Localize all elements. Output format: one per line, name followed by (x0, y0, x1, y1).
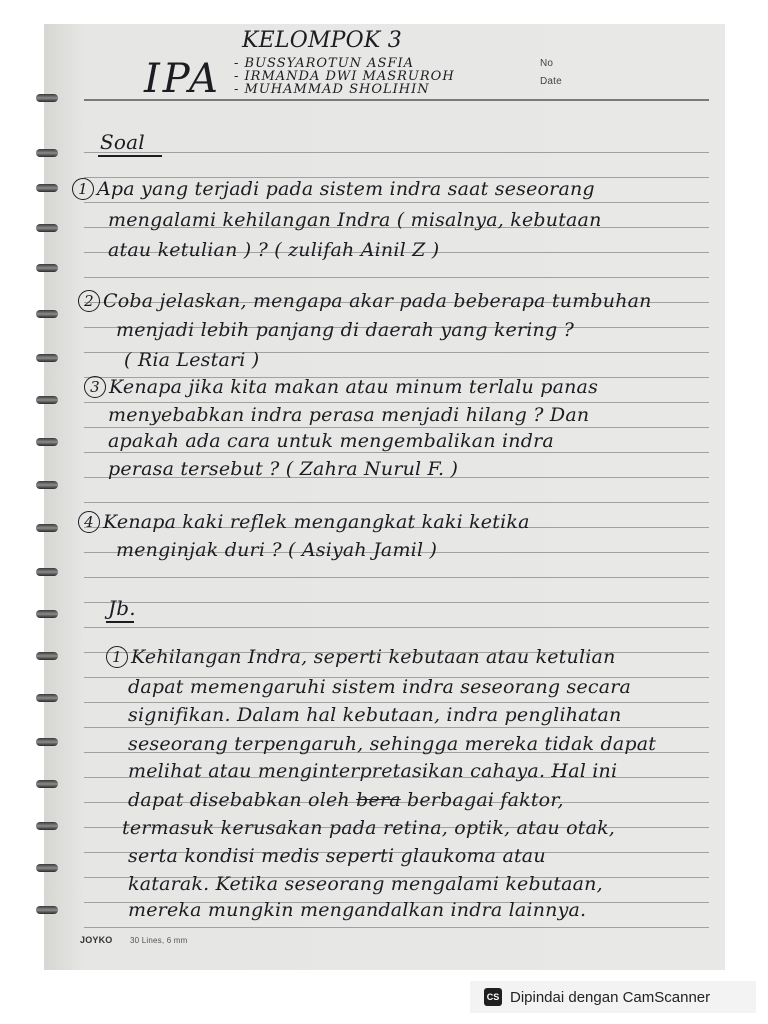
spiral-ring (36, 264, 58, 272)
ruled-line (84, 277, 709, 278)
no-label: No (540, 58, 554, 69)
spiral-ring (36, 652, 58, 660)
spiral-ring (36, 738, 58, 746)
answer-line: seseorang terpengaruh, sehingga mereka tidak dapat (128, 733, 657, 755)
answer-line: mereka mungkin mengandalkan indra lainnya. (128, 899, 587, 921)
ruled-line (84, 502, 709, 503)
spiral-ring (36, 481, 58, 489)
spiral-ring (36, 568, 58, 576)
spiral-ring (36, 864, 58, 872)
answer-line: dapat memengaruhi sistem indra seseorang secara (128, 676, 632, 698)
ruled-line (84, 152, 709, 153)
ruled-line (84, 702, 709, 703)
notebook-page (44, 24, 725, 970)
question-line (78, 511, 530, 533)
spiral-ring (36, 694, 58, 702)
group-title: KELOMPOK 3 (242, 28, 402, 53)
spiral-ring (36, 524, 58, 532)
spiral-ring (36, 149, 58, 157)
question-line: mengalami kehilangan Indra ( misalnya, kebutaan (108, 209, 602, 231)
answer-text: dapat disebabkan oleh (128, 789, 350, 811)
jawab-underline (106, 621, 134, 623)
ruled-line (84, 202, 709, 203)
spiral-ring (36, 310, 58, 318)
paper-spec: 30 Lines, 6 mm (130, 936, 188, 945)
ruled-line (84, 927, 709, 928)
ruled-line (84, 427, 709, 428)
ruled-line (84, 627, 709, 628)
question-line (78, 290, 652, 312)
brand-logo: JOYKO (80, 935, 113, 945)
spiral-ring (36, 438, 58, 446)
question-number: 2 (78, 290, 100, 312)
spiral-ring (36, 224, 58, 232)
question-text: Coba jelaskan, mengapa akar pada beberapa tumbuhan (103, 290, 652, 312)
ruled-line (84, 577, 709, 578)
spiral-ring (36, 94, 58, 102)
ruled-line (84, 452, 709, 453)
answer-number: 1 (106, 646, 128, 668)
answer-line (106, 646, 616, 668)
scanner-text: Dipindai dengan CamScanner (510, 988, 711, 1006)
spiral-ring (36, 354, 58, 362)
answer-line (128, 789, 564, 811)
answer-line: melihat atau menginterpretasikan cahaya. Hal ini (128, 760, 618, 782)
spiral-ring (36, 184, 58, 192)
soal-heading: Soal (100, 130, 145, 154)
question-text: Kenapa kaki reflek mengangkat kaki ketika (103, 511, 530, 533)
spiral-ring (36, 610, 58, 618)
scanner-watermark (470, 981, 756, 1013)
answer-text: Kehilangan Indra, seperti kebutaan atau ketulian (131, 646, 616, 668)
question-line (84, 376, 598, 398)
question-text: Apa yang terjadi pada sistem indra saat seseorang (97, 178, 595, 200)
spiral-ring (36, 822, 58, 830)
question-line: atau ketulian ) ? ( zulifah Ainil Z ) (108, 239, 440, 261)
question-number: 1 (72, 178, 94, 200)
question-line: menyebabkan indra perasa menjadi hilang ? Dan (108, 404, 590, 426)
question-line: ( Ria Lestari ) (124, 349, 260, 371)
answer-line: signifikan. Dalam hal kebutaan, indra penglihatan (128, 704, 622, 726)
question-line: apakah ada cara untuk mengembalikan indra (108, 430, 554, 452)
jawab-heading: Jb. (108, 596, 136, 620)
question-line (72, 178, 595, 200)
spiral-ring (36, 906, 58, 914)
answer-line: termasuk kerusakan pada retina, optik, atau otak, (122, 817, 616, 839)
question-line: menjadi lebih panjang di daerah yang kering ? (116, 319, 574, 341)
camscanner-icon: CS (484, 988, 502, 1006)
ruled-line (84, 602, 709, 603)
question-number: 4 (78, 511, 100, 533)
question-number: 3 (84, 376, 106, 398)
answer-line: katarak. Ketika seseorang mengalami kebutaan, (128, 873, 603, 895)
spiral-ring (36, 780, 58, 788)
question-line: perasa tersebut ? ( Zahra Nurul F. ) (108, 458, 459, 480)
member-name: - BUSSYAROTUN ASFIA (234, 56, 414, 71)
subject-title: IPA (144, 56, 221, 102)
struck-word: bera (356, 789, 401, 811)
answer-line: serta kondisi medis seperti glaukoma atau (128, 845, 546, 867)
member-name: - MUHAMMAD SHOLIHIN (234, 82, 430, 97)
spiral-ring (36, 396, 58, 404)
member-name: - IRMANDA DWI MASRUROH (234, 69, 455, 84)
answer-text: berbagai faktor, (406, 789, 564, 811)
question-text: Kenapa jika kita makan atau minum terlalu panas (109, 376, 599, 398)
date-label: Date (540, 76, 562, 87)
ruled-line (84, 727, 709, 728)
soal-underline (98, 155, 162, 157)
question-line: menginjak duri ? ( Asiyah Jamil ) (116, 539, 438, 561)
ruled-line (84, 402, 709, 403)
